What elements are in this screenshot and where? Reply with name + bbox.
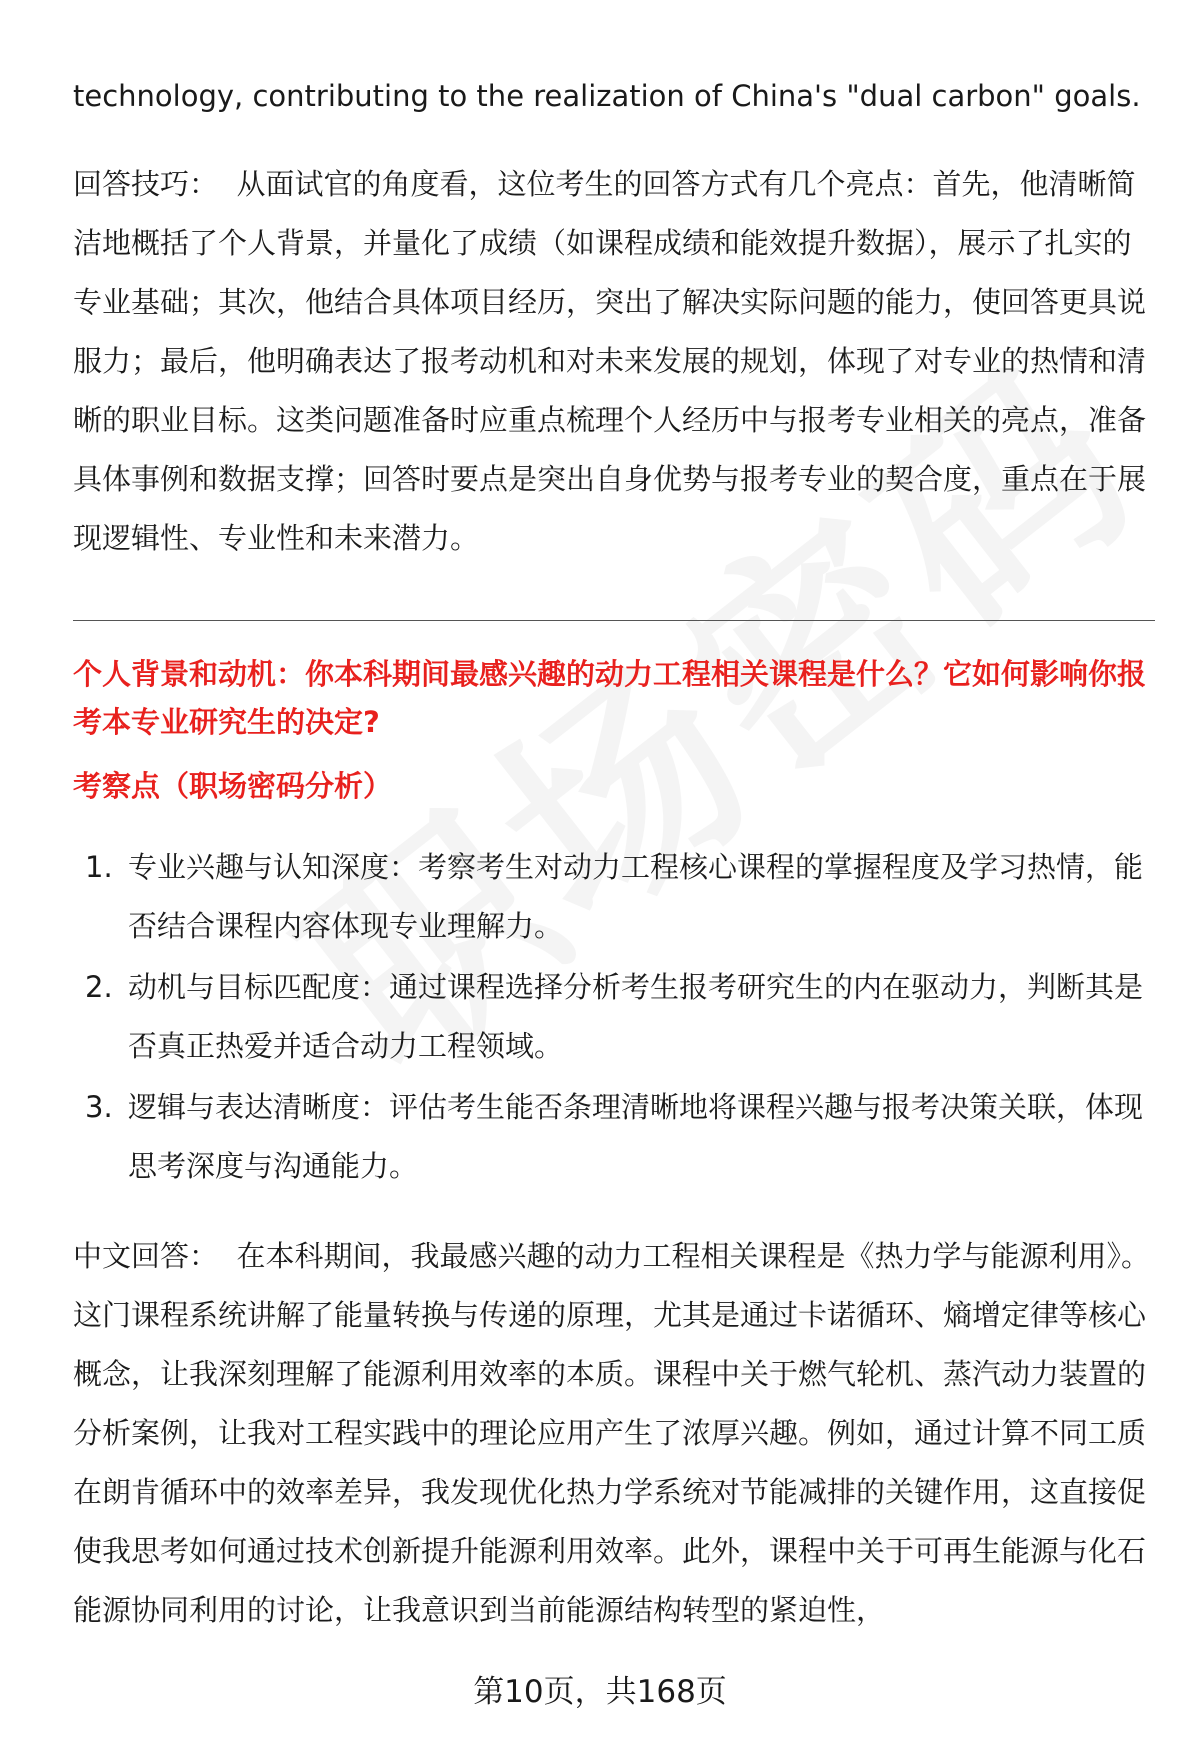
page-number-footer: 第10页，共168页 [473, 1674, 727, 1710]
list-item-number: 3. [85, 1090, 113, 1124]
tips-paragraph [73, 155, 1155, 568]
intro-tail-text: technology, contributing to the realization of China's "dual carbon" goals. [73, 79, 1141, 113]
list-item-number: 1. [85, 850, 113, 884]
answer-label: 中文回答： [73, 1239, 219, 1273]
list-item-number: 2. [85, 970, 113, 1004]
section-divider [73, 620, 1155, 621]
answer-text: 在本科期间，我最感兴趣的动力工程相关课程是《热力学与能源利用》。这门课程系统讲解了能量转换与传递的原理，尤其是通过卡诺循环、熵增定律等核心概念，让我深刻理解了能源利用效率的本质。课程中关于燃气轮机、蒸汽动力装置的分析案例，让我对工程实践中的理论应用产生了浓厚兴趣。例如，通过计算不同工质在朗肯循环中的效率差异，我发现优化热力学系统对节能减排的关键作用，这直接促使我思考如何通过技术创新提升能源利用效率。此外，课程中关于可再生能源与化石能源协同利用的讨论，让我意识到当前能源结构转型的紧迫性， [73, 1239, 1150, 1627]
analysis-points-list [73, 838, 1155, 1198]
list-item [73, 1078, 1155, 1196]
tips-label: 回答技巧： [73, 167, 219, 201]
list-item [73, 838, 1155, 956]
list-item [73, 958, 1155, 1076]
list-item-text: 逻辑与表达清晰度：评估考生能否条理清晰地将课程兴趣与报考决策关联，体现思考深度与沟通能力。 [128, 1090, 1144, 1183]
question-heading: 个人背景和动机：你本科期间最感兴趣的动力工程相关课程是什么？它如何影响你报考本专业研究生的决定? [73, 657, 1147, 739]
analysis-subheading: 考察点（职场密码分析） [73, 769, 393, 803]
list-item-text: 动机与目标匹配度：通过课程选择分析考生报考研究生的内在驱动力，判断其是否真正热爱并适合动力工程领域。 [128, 970, 1144, 1063]
list-item-text: 专业兴趣与认知深度：考察考生对动力工程核心课程的掌握程度及学习热情，能否结合课程内容体现专业理解力。 [128, 850, 1144, 943]
tips-text: 从面试官的角度看，这位考生的回答方式有几个亮点：首先，他清晰简洁地概括了个人背景，并量化了成绩（如课程成绩和能效提升数据），展示了扎实的专业基础；其次，他结合具体项目经历，突出了解决实际问题的能力，使回答更具说服力；最后，他明确表达了报考动机和对未来发展的规划，体现了对专业的热情和清晰的职业目标。这类问题准备时应重点梳理个人经历中与报考专业相关的亮点，准备具体事例和数据支撑；回答时要点是突出自身优势与报考专业的契合度，重点在于展现逻辑性、专业性和未来潜力。 [73, 167, 1147, 555]
answer-paragraph [73, 1227, 1155, 1640]
